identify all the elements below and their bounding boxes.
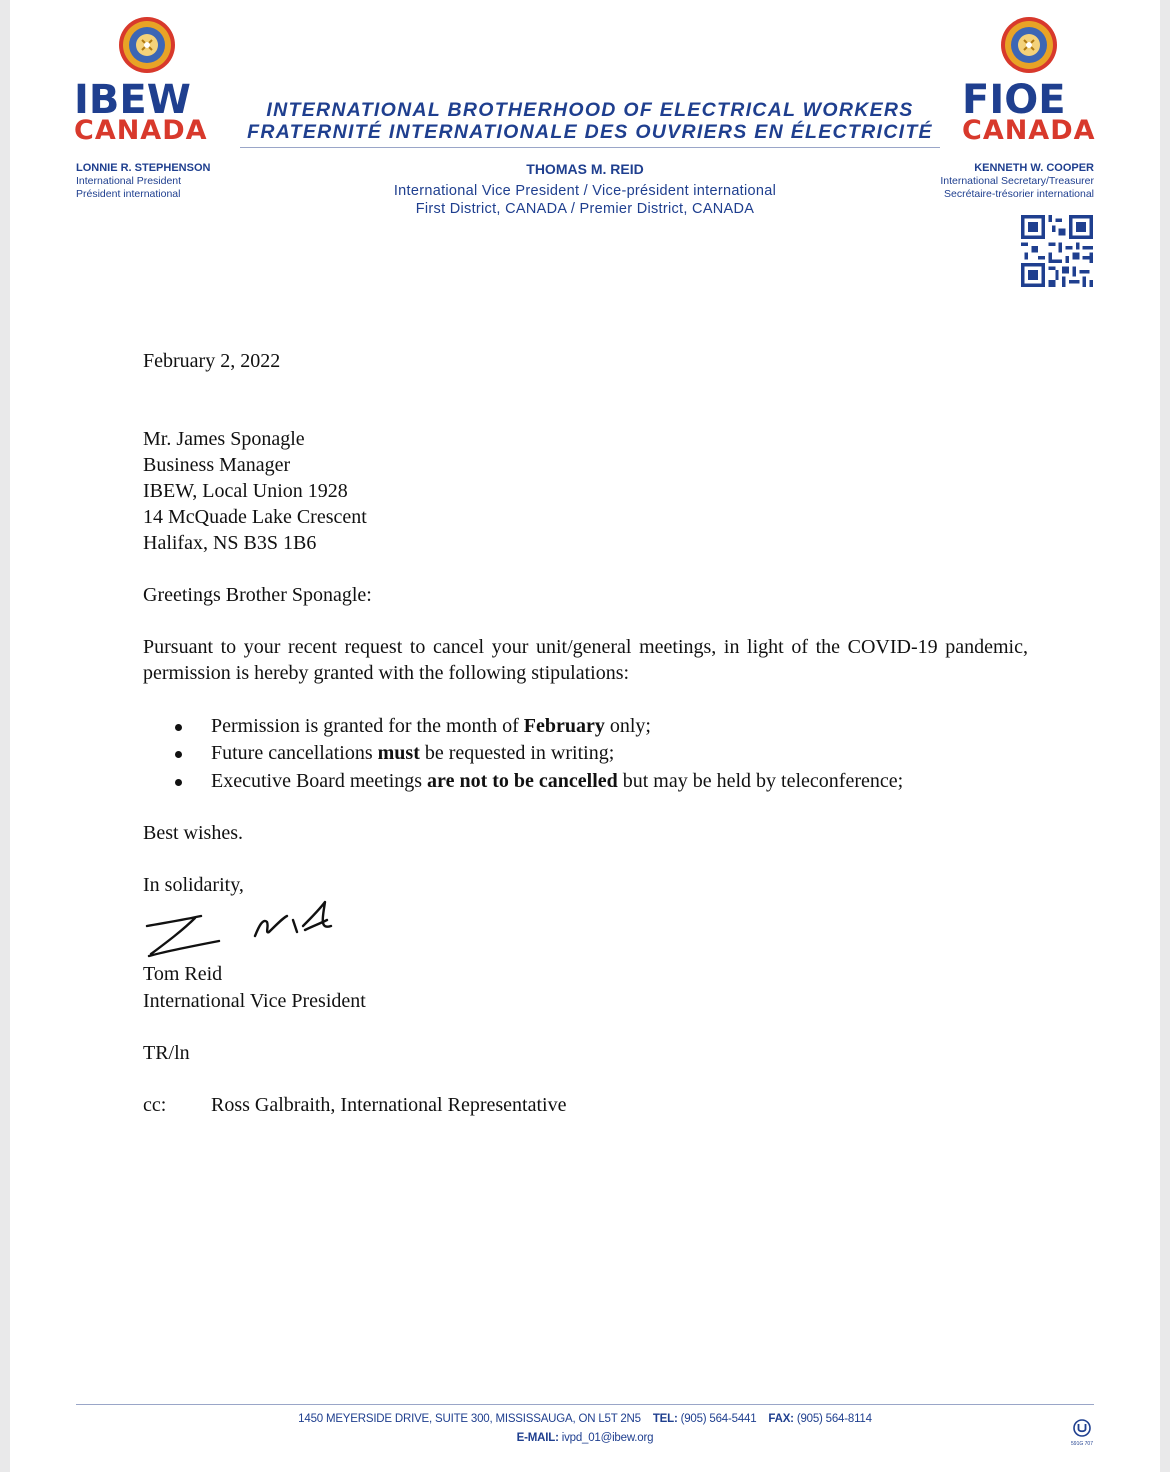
bullet-bold-text: must (377, 742, 420, 764)
center-officer-block (320, 160, 850, 218)
cc-line (143, 1092, 1043, 1118)
union-title-english: INTERNATIONAL BROTHERHOOD OF ELECTRICAL WORKERS (266, 99, 914, 121)
left-officer-title-fr: Président international (76, 188, 181, 200)
fioe-logo-word: FIOE (962, 77, 1066, 123)
svg-text:591G 707: 591G 707 (1071, 1441, 1093, 1447)
center-officer-title-line2: First District, CANADA / Premier District, CANADA (415, 201, 755, 217)
reference-initials: TR/ln (143, 1042, 190, 1064)
closing: In solidarity, (143, 874, 244, 896)
header-divider (240, 147, 940, 148)
recipient-line: IBEW, Local Union 1928 (143, 480, 348, 502)
recipient-line: Business Manager (143, 454, 291, 476)
salutation: Greetings Brother Sponagle: (143, 584, 372, 606)
center-officer-title-line1: International Vice President / Vice-président international (393, 183, 777, 199)
footer-email-label: E-MAIL: (516, 1432, 559, 1444)
ibew-logo-word: IBEW (74, 77, 191, 123)
right-officer-block (894, 162, 1094, 201)
left-officer-name: LONNIE R. STEPHENSON (76, 162, 211, 174)
right-officer-title-en: International Secretary/Treasurer (940, 175, 1094, 187)
cc-recipient: Ross Galbraith, International Representative (211, 1094, 567, 1116)
bullet-text: Future cancellations (211, 742, 378, 764)
best-wishes: Best wishes. (143, 822, 243, 844)
qr-code-icon[interactable] (1021, 215, 1093, 287)
left-officer-title-en: International President (76, 175, 182, 187)
left-officer-block (76, 162, 210, 201)
footer-email-line (180, 1432, 990, 1444)
recipient-line: Halifax, NS B3S 1B6 (143, 532, 317, 554)
ibew-seal-left-icon (118, 16, 176, 74)
footer-divider (76, 1404, 1094, 1405)
bullet-dot-icon (175, 751, 182, 758)
right-officer-title-fr: Secrétaire-trésorier international (944, 188, 1094, 200)
footer-tel: (905) 564-5441 (680, 1413, 757, 1425)
signer-title: International Vice President (143, 990, 366, 1012)
bullet-text: but may be held by teleconference; (617, 770, 904, 792)
signer-name: Tom Reid (143, 963, 223, 985)
footer-tel-label: TEL: (652, 1413, 678, 1425)
bullet-bold-text: are not to be cancelled (427, 770, 618, 792)
footer-address: 1450 MEYERSIDE DRIVE, SUITE 300, MISSISSAUGA, ON L5T 2N5 (298, 1413, 641, 1425)
signature-icon (143, 896, 343, 966)
footer-address-line (180, 1413, 990, 1425)
recipient-line: Mr. James Sponagle (143, 428, 305, 450)
bullet-dot-icon (175, 779, 182, 786)
footer-fax: (905) 564-8114 (796, 1413, 872, 1425)
fioe-seal-right-icon (1000, 16, 1058, 74)
bullet-dot-icon (175, 724, 182, 731)
recipient-line: 14 McQuade Lake Crescent (143, 506, 367, 528)
bullet-text: only; (604, 715, 651, 737)
letter-page (10, 0, 1160, 1472)
union-label-icon (1068, 1418, 1096, 1448)
right-officer-name: KENNETH W. COOPER (974, 162, 1094, 174)
footer-email[interactable]: ivpd_01@ibew.org (561, 1432, 654, 1444)
union-title-french: FRATERNITÉ INTERNATIONALE DES OUVRIERS EN ÉLECTRICITÉ (247, 121, 933, 143)
center-officer-name: THOMAS M. REID (526, 161, 644, 177)
ibew-logo-canada: CANADA (74, 115, 208, 146)
body-paragraph: Pursuant to your recent request to cancel your unit/general meetings, in light of the COVID-19 pandemic, permission is hereby granted with the following stipulations: (143, 636, 1028, 684)
recipient-address-block (143, 426, 1043, 556)
letter-date: February 2, 2022 (143, 350, 281, 372)
bullet-text: Executive Board meetings (211, 770, 428, 792)
cc-label: cc: (143, 1094, 167, 1116)
fioe-logo-canada: CANADA (962, 115, 1096, 146)
bullet-text: be requested in writing; (419, 742, 615, 764)
bullet-bold-text: February (523, 715, 605, 737)
footer-fax-label: FAX: (768, 1413, 794, 1425)
bullet-text: Permission is granted for the month of (211, 715, 524, 737)
